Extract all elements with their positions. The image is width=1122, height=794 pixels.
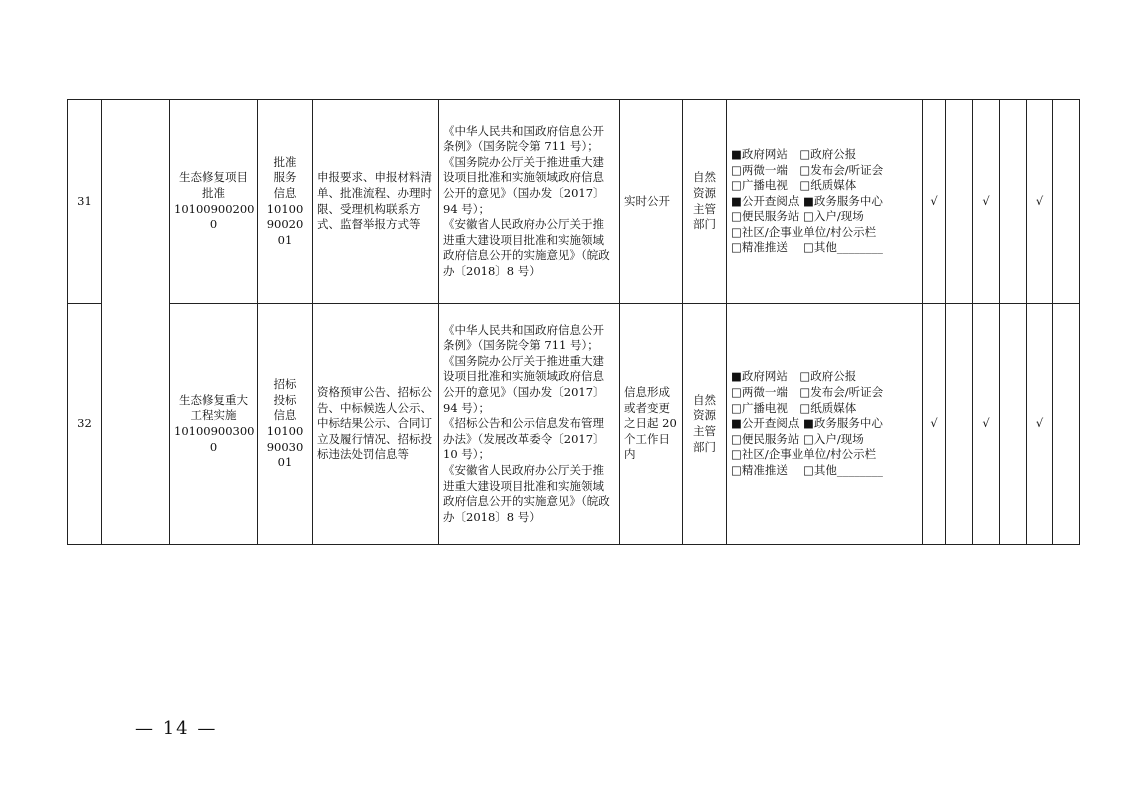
timing-cell: 信息形成或者变更之日起 20 个工作日内 [620,304,683,545]
channels-cell: ■政府网站 □政府公报 □两微一端 □发布会/听证会 □广播电视 □纸质媒体 ■公开查阅点 ■政务服务中心 □便民服务站 □入户/现场 □社区/企事业单位/村公示栏 □精准推送 □其他________ [727,304,923,545]
mark-cell: √ [923,100,946,304]
subject-cell: 自然 资源 主管 部门 [683,304,727,545]
content-cell: 资格预审公告、招标公告、中标候选人公示、中标结果公示、合同订立及履行情况、招标投标违法处罚信息等 [313,304,439,545]
item-name-cell: 生态修复重大工程实施 10100900300 0 [170,304,258,545]
mark-cell [1053,100,1080,304]
disclosure-table [67,99,1080,545]
table-row [68,100,1080,304]
item-code-cell: 招标 投标 信息 10100 90030 01 [258,304,313,545]
mark-cell [946,100,973,304]
mark-cell [1053,304,1080,545]
page-number: — 14 — [135,718,218,739]
content-cell: 申报要求、申报材料清单、批准流程、办理时限、受理机构联系方式、监督举报方式等 [313,100,439,304]
basis-cell: 《中华人民共和国政府信息公开条例》（国务院令第 711 号）； 《国务院办公厅关于推进重大建设项目批准和实施领域政府信息公开的意见》（国办发〔2017〕94 号）； 《安徽省人民政府办公厅关于推进重大建设项目批准和实施领域政府信息公开的实施意见》（皖政办〔2018〕8 号） [439,100,620,304]
mark-cell: √ [973,304,1000,545]
item-code-cell: 批准 服务 信息 10100 90020 01 [258,100,313,304]
row-number: 31 [68,100,102,304]
subject-cell: 自然 资源 主管 部门 [683,100,727,304]
timing-cell: 实时公开 [620,100,683,304]
channels-cell: ■政府网站 □政府公报 □两微一端 □发布会/听证会 □广播电视 □纸质媒体 ■公开查阅点 ■政务服务中心 □便民服务站 □入户/现场 □社区/企事业单位/村公示栏 □精准推送 □其他________ [727,100,923,304]
row-number: 32 [68,304,102,545]
mark-cell: √ [1027,100,1053,304]
mark-cell [1000,100,1027,304]
mark-cell: √ [1027,304,1053,545]
category-cell [102,100,170,545]
table-row [68,304,1080,545]
basis-cell: 《中华人民共和国政府信息公开条例》（国务院令第 711 号）； 《国务院办公厅关于推进重大建设项目批准和实施领域政府信息公开的意见》（国办发〔2017〕94 号）； 《招标公告和公示信息发布管理办法》（发展改革委令〔2017〕10 号）； 《安徽省人民政府办公厅关于推进重大建设项目批准和实施领域政府信息公开的实施意见》（皖政办〔2018〕8 号） [439,304,620,545]
mark-cell [946,304,973,545]
item-name-cell: 生态修复项目批准 10100900200 0 [170,100,258,304]
mark-cell: √ [973,100,1000,304]
mark-cell [1000,304,1027,545]
mark-cell: √ [923,304,946,545]
